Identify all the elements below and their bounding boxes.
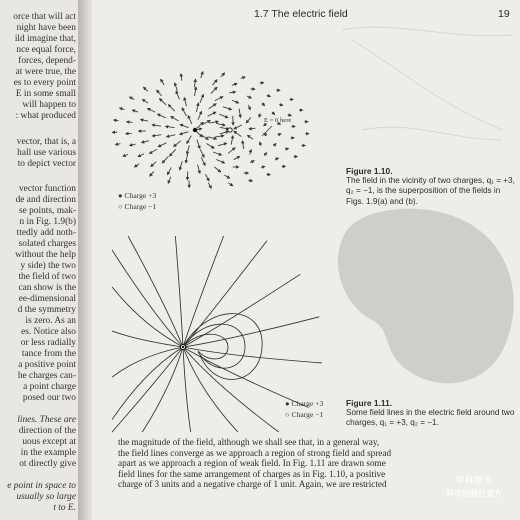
left-page-line: tance from the (21, 349, 76, 359)
left-page-line: solated charges (18, 239, 76, 249)
left-page-line: ot directly give (19, 459, 76, 469)
legend-charge-negative: ○ Charge −1 (118, 202, 157, 211)
running-head: 1.7 The electric field (254, 8, 348, 20)
publisher-watermark (440, 470, 518, 520)
field-line (112, 287, 183, 347)
field-line (175, 236, 183, 347)
left-page-line: night have been (16, 23, 76, 33)
field-line (112, 347, 183, 432)
field-line (183, 347, 322, 363)
caption-line: Some field lines in the electric field around two (346, 408, 515, 418)
field-line (112, 331, 183, 347)
field-line (183, 347, 279, 432)
body-line: field lines for the same arrangement of charges as in Fig. 1.10, a positive (118, 468, 386, 479)
left-page-line: forces, depend- (18, 56, 76, 66)
left-page-line: a point charge (23, 382, 76, 392)
watermark-line-2: 科学出版社官方 (446, 489, 502, 498)
watermark-line-1: 中科图书 (456, 476, 493, 486)
left-page-line: vector function (18, 184, 76, 194)
left-page-line: he charges can- (17, 371, 76, 381)
legend-charge-positive: ● Charge +3 (285, 399, 324, 408)
field-line (112, 250, 183, 347)
field-line (183, 236, 224, 347)
loop-field-line (183, 324, 245, 368)
left-page-line: de and direction (15, 195, 76, 205)
left-page-line: se points, mak- (18, 206, 76, 216)
left-page-line: d the symmetry (17, 305, 76, 315)
left-page-line: lines. These are (17, 415, 76, 425)
left-page-line: without the help (15, 250, 76, 260)
figure-1-11-caption (346, 398, 516, 429)
left-page-line: in the example (20, 448, 76, 458)
body-line: the magnitude of the field, although we shall see that, in a general way, (118, 437, 380, 447)
positive-charge-center (182, 346, 184, 348)
caption-line: q₂ = −1, is the superposition of the fields in (346, 186, 501, 196)
left-page-line: vector, that is, a (16, 137, 76, 147)
left-page-line: y side) the two (20, 261, 76, 271)
body-line: the field lines converge as we approach a region of strong field and spread (118, 447, 392, 458)
caption-line: charges, q₁ = +3, q₂ = −1. (346, 418, 439, 428)
figure-1-11-legend (285, 398, 323, 420)
field-line (183, 347, 238, 432)
left-page-line: or less radially (20, 338, 76, 348)
body-line: apart as we approach a region of weak field. In Fig. 1.11 are drawn some (118, 458, 386, 469)
left-page-line: ild imagine that, (14, 34, 76, 44)
left-page-line: the field of two (18, 272, 76, 282)
caption-line: The field in the vicinity of two charges, q₁ = +3, (346, 176, 515, 186)
field-line (183, 241, 267, 347)
field-line (128, 236, 183, 347)
left-page-line: t to E. (53, 503, 76, 513)
left-page-line: will happen to (22, 100, 76, 110)
left-page-line: es. Notice also (21, 327, 76, 337)
left-page-line: orce that will act (13, 12, 76, 22)
legend-charge-positive: ● Charge +3 (118, 191, 157, 200)
left-page-line: usually so large (16, 492, 76, 502)
figure-1-10-label: Figure 1.10. (346, 166, 393, 176)
caption-line: Figs. 1.9(a) and (b). (346, 196, 418, 206)
left-page-line: uous except at (22, 437, 76, 447)
field-line (183, 347, 191, 432)
e-zero-annotation: E = 0 here (264, 117, 292, 124)
body-paragraph (118, 437, 418, 490)
left-page-line: at were true, the (15, 67, 76, 77)
left-page-line: to depict vector (17, 159, 76, 169)
left-page-line: nce equal force, (16, 45, 76, 55)
left-page-line: n in Fig. 1.9(b) (19, 217, 76, 227)
left-page-line: hall use various (17, 148, 76, 158)
left-page-line: is zero. As an (25, 316, 76, 326)
left-page-line: posed our two (22, 393, 76, 403)
page-number: 19 (498, 8, 510, 20)
left-page-line: e point in space to (7, 481, 76, 491)
left-page-line: can show is the (18, 283, 76, 293)
field-line (112, 347, 183, 420)
left-page-line: direction of the (18, 426, 76, 436)
left-page-line: ttedly add noth- (16, 228, 76, 238)
left-page-line: : what produced (15, 111, 76, 121)
left-page-line: E in some small (15, 89, 76, 99)
left-page-line: ee-dimensional (18, 294, 76, 304)
field-line (112, 347, 183, 377)
legend-charge-negative: ○ Charge −1 (285, 410, 324, 419)
figure-1-11-label: Figure 1.11. (346, 398, 393, 408)
left-page-line: a positive point (18, 360, 76, 370)
body-line: charge of 3 units and a negative charge of 1 unit. Again, we are restricted (118, 479, 387, 490)
left-page-line: es to every point (13, 78, 76, 88)
